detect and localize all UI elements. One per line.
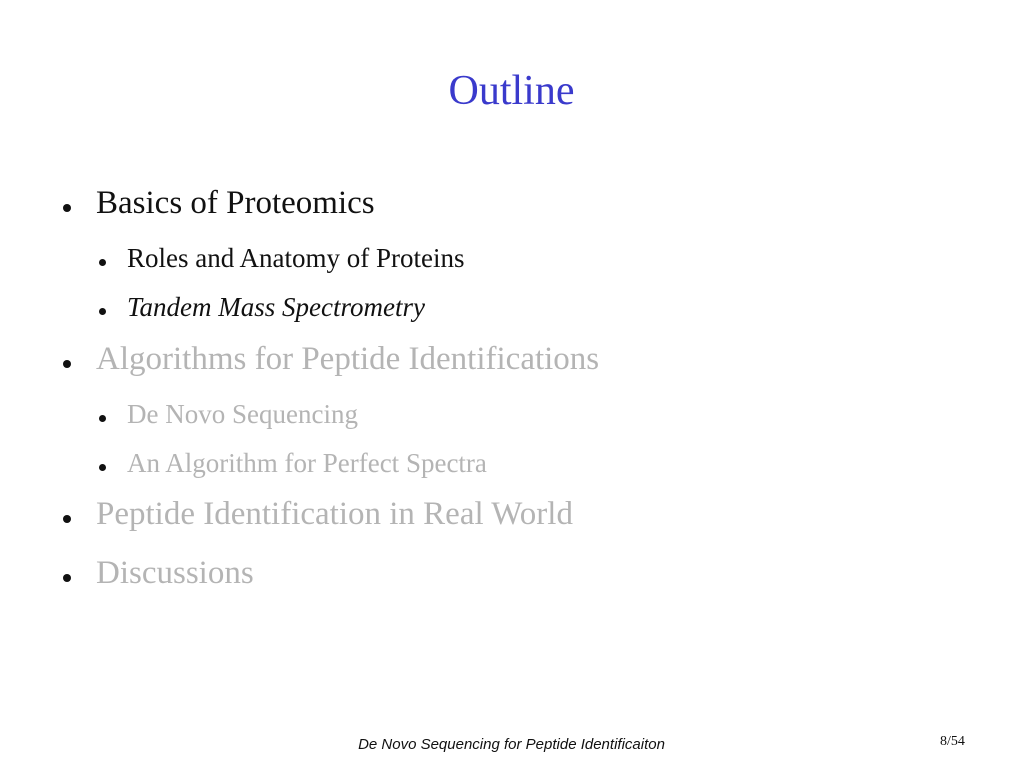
page-number: 8/54 bbox=[940, 734, 965, 749]
bullet-icon bbox=[63, 574, 71, 582]
bullet-icon bbox=[99, 464, 106, 471]
outline-item-roles-and-anatomy bbox=[127, 245, 464, 272]
outline-item-label: De Novo Sequencing bbox=[127, 399, 358, 429]
outline-item-label: Basics of Proteomics bbox=[96, 185, 375, 221]
outline-item-label: Tandem Mass Spectrometry bbox=[127, 292, 425, 322]
outline-item-algorithms bbox=[96, 343, 599, 376]
outline-item-basics-of-proteomics bbox=[96, 187, 375, 220]
outline-item-label: An Algorithm for Perfect Spectra bbox=[127, 448, 487, 478]
outline-item-de-novo-sequencing bbox=[127, 401, 358, 428]
bullet-icon bbox=[99, 259, 106, 266]
slide-title: Outline bbox=[448, 68, 575, 114]
outline-item-label: Peptide Identification in Real World bbox=[96, 496, 573, 532]
outline-item-tandem-mass-spectrometry bbox=[127, 294, 425, 321]
outline-item-perfect-spectra bbox=[127, 450, 487, 477]
outline-item-real-world bbox=[96, 498, 573, 531]
outline-item-label: Discussions bbox=[96, 555, 254, 591]
bullet-icon bbox=[63, 360, 71, 368]
slide-footer: De Novo Sequencing for Peptide Identificaiton bbox=[358, 736, 665, 753]
bullet-icon bbox=[63, 515, 71, 523]
bullet-icon bbox=[99, 415, 106, 422]
bullet-icon bbox=[99, 308, 106, 315]
outline-item-label: Roles and Anatomy of Proteins bbox=[127, 243, 465, 273]
outline-item-discussions bbox=[96, 557, 254, 590]
bullet-icon bbox=[63, 204, 71, 212]
outline-item-label: Algorithms for Peptide Identifications bbox=[96, 341, 600, 377]
